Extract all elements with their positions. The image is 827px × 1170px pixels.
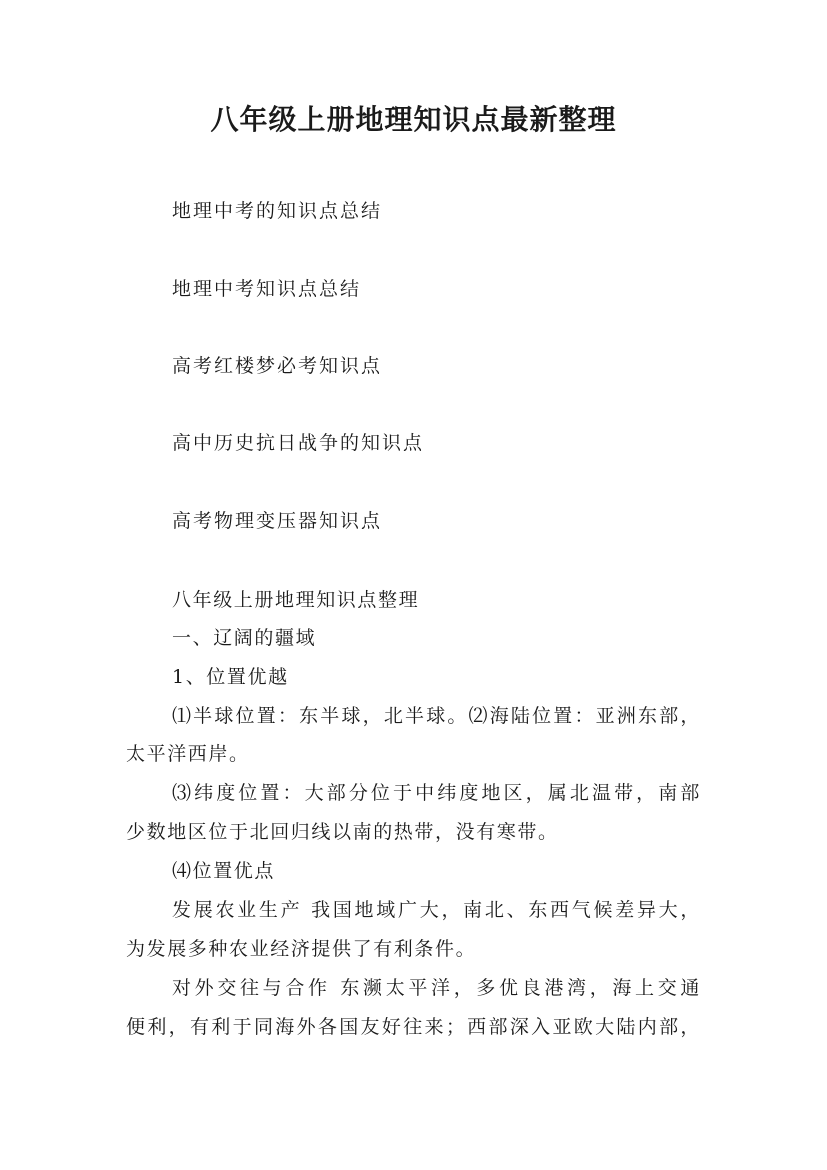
subheading-advantages: ⑷位置优点	[172, 860, 276, 882]
section-heading: 八年级上册地理知识点整理	[172, 589, 420, 611]
related-link-4[interactable]: 高中历史抗日战争的知识点	[172, 432, 425, 454]
paragraph-2-line-1: ⑶纬度位置：大部分位于中纬度地区，属北温带，南部	[172, 782, 701, 804]
related-link-3[interactable]: 高考红楼梦必考知识点	[172, 355, 383, 377]
paragraph-2-line-2: 少数地区位于北回归线以南的热带，没有寒带。	[126, 821, 559, 843]
paragraph-1-line-2: 太平洋西岸。	[126, 743, 250, 765]
related-link-1[interactable]: 地理中考的知识点总结	[172, 200, 383, 222]
paragraph-4-line-1: 对外交往与合作 东濒太平洋，多优良港湾，海上交通	[172, 977, 701, 999]
chapter-heading: 一、辽阔的疆域	[172, 627, 317, 649]
page-title: 八年级上册地理知识点最新整理	[210, 103, 617, 136]
paragraph-3-line-1: 发展农业生产 我国地域广大，南北、东西气候差异大，	[172, 899, 701, 921]
related-link-5[interactable]: 高考物理变压器知识点	[172, 510, 383, 532]
related-link-2[interactable]: 地理中考知识点总结	[172, 278, 362, 300]
paragraph-1-line-1: ⑴半球位置：东半球，北半球。⑵海陆位置：亚洲东部，	[172, 705, 701, 727]
subheading-position: 1、位置优越	[172, 666, 289, 688]
paragraph-3-line-2: 为发展多种农业经济提供了有利条件。	[126, 938, 477, 960]
paragraph-4-line-2: 便利，有利于同海外各国友好往来；西部深入亚欧大陆内部，	[126, 1016, 701, 1038]
